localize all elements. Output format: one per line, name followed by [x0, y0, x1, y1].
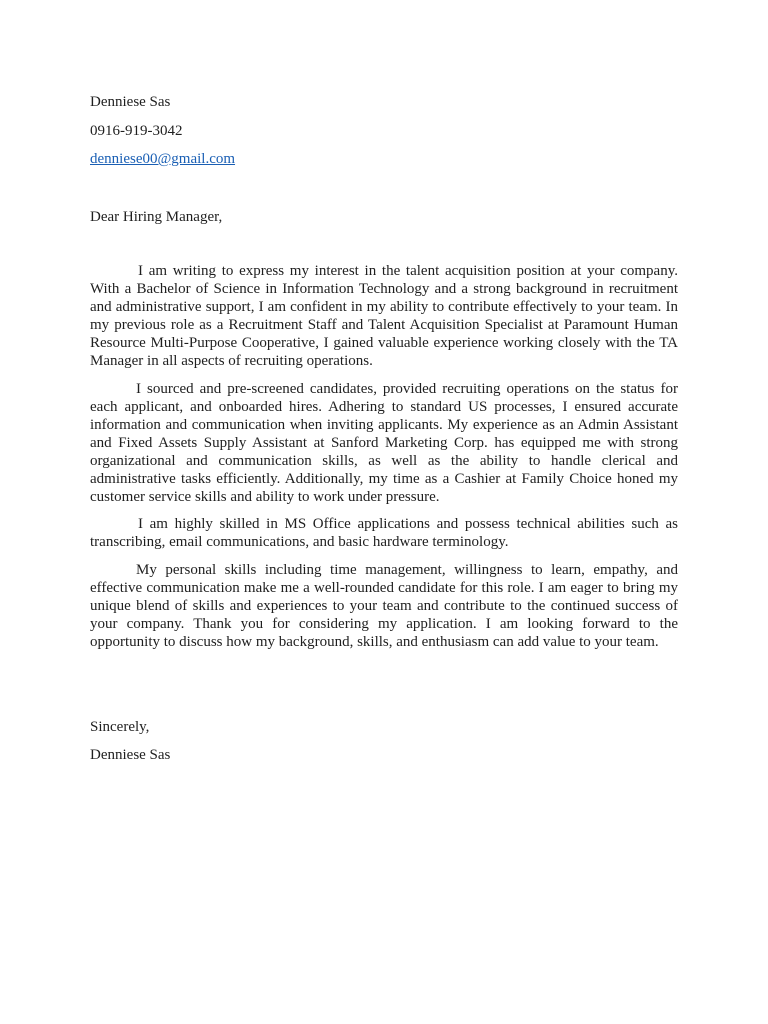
- email-link[interactable]: denniese00@gmail.com: [90, 151, 236, 167]
- closing: Sincerely,: [90, 719, 150, 735]
- sender-email-line: [90, 150, 235, 168]
- body-paragraph-1: I am writing to express my interest in the talent acquisition position at your company. With a Bachelor of Science in Information Technology and a strong background in recruitment and administrative support, I am confident in my ability to contribute effectively to your team. In my previous role as a Recruitment Staff and Talent Acquisition Specialist at Paramount Human Resource Multi-Purpose Cooperative, I gained valuable experience working closely with the TA Manager in all aspects of recruiting operations.: [90, 263, 678, 369]
- sender-phone: 0916-919-3042: [90, 123, 183, 139]
- body-paragraph-3: I am highly skilled in MS Office applications and possess technical abilities such as transcribing, email communications, and basic hardware terminology.: [90, 516, 678, 550]
- signature: Denniese Sas: [90, 747, 171, 763]
- body-paragraph-4: My personal skills including time management, willingness to learn, empathy, and effective communication make me a well-rounded candidate for this role. I am eager to bring my unique blend of skills and experiences to your team and contribute to the continued success of your company. Thank you for considering my application. I am looking forward to the opportunity to discuss how my background, skills, and enthusiasm can add value to your team.: [90, 562, 678, 650]
- sender-name: Denniese Sas: [90, 94, 171, 110]
- body-paragraph-2: I sourced and pre-screened candidates, provided recruiting operations on the status for each applicant, and onboarded hires. Adhering to standard US processes, I ensured accurate information and communication when inviting applicants. My experience as an Admin Assistant and Fixed Assets Supply Assistant at Sanford Marketing Corp. has equipped me with strong organizational and communication skills, as well as the ability to handle clerical and administrative tasks efficiently. Additionally, my time as a Cashier at Family Choice honed my customer service skills and ability to work under pressure.: [90, 381, 678, 505]
- salutation: Dear Hiring Manager,: [90, 209, 223, 225]
